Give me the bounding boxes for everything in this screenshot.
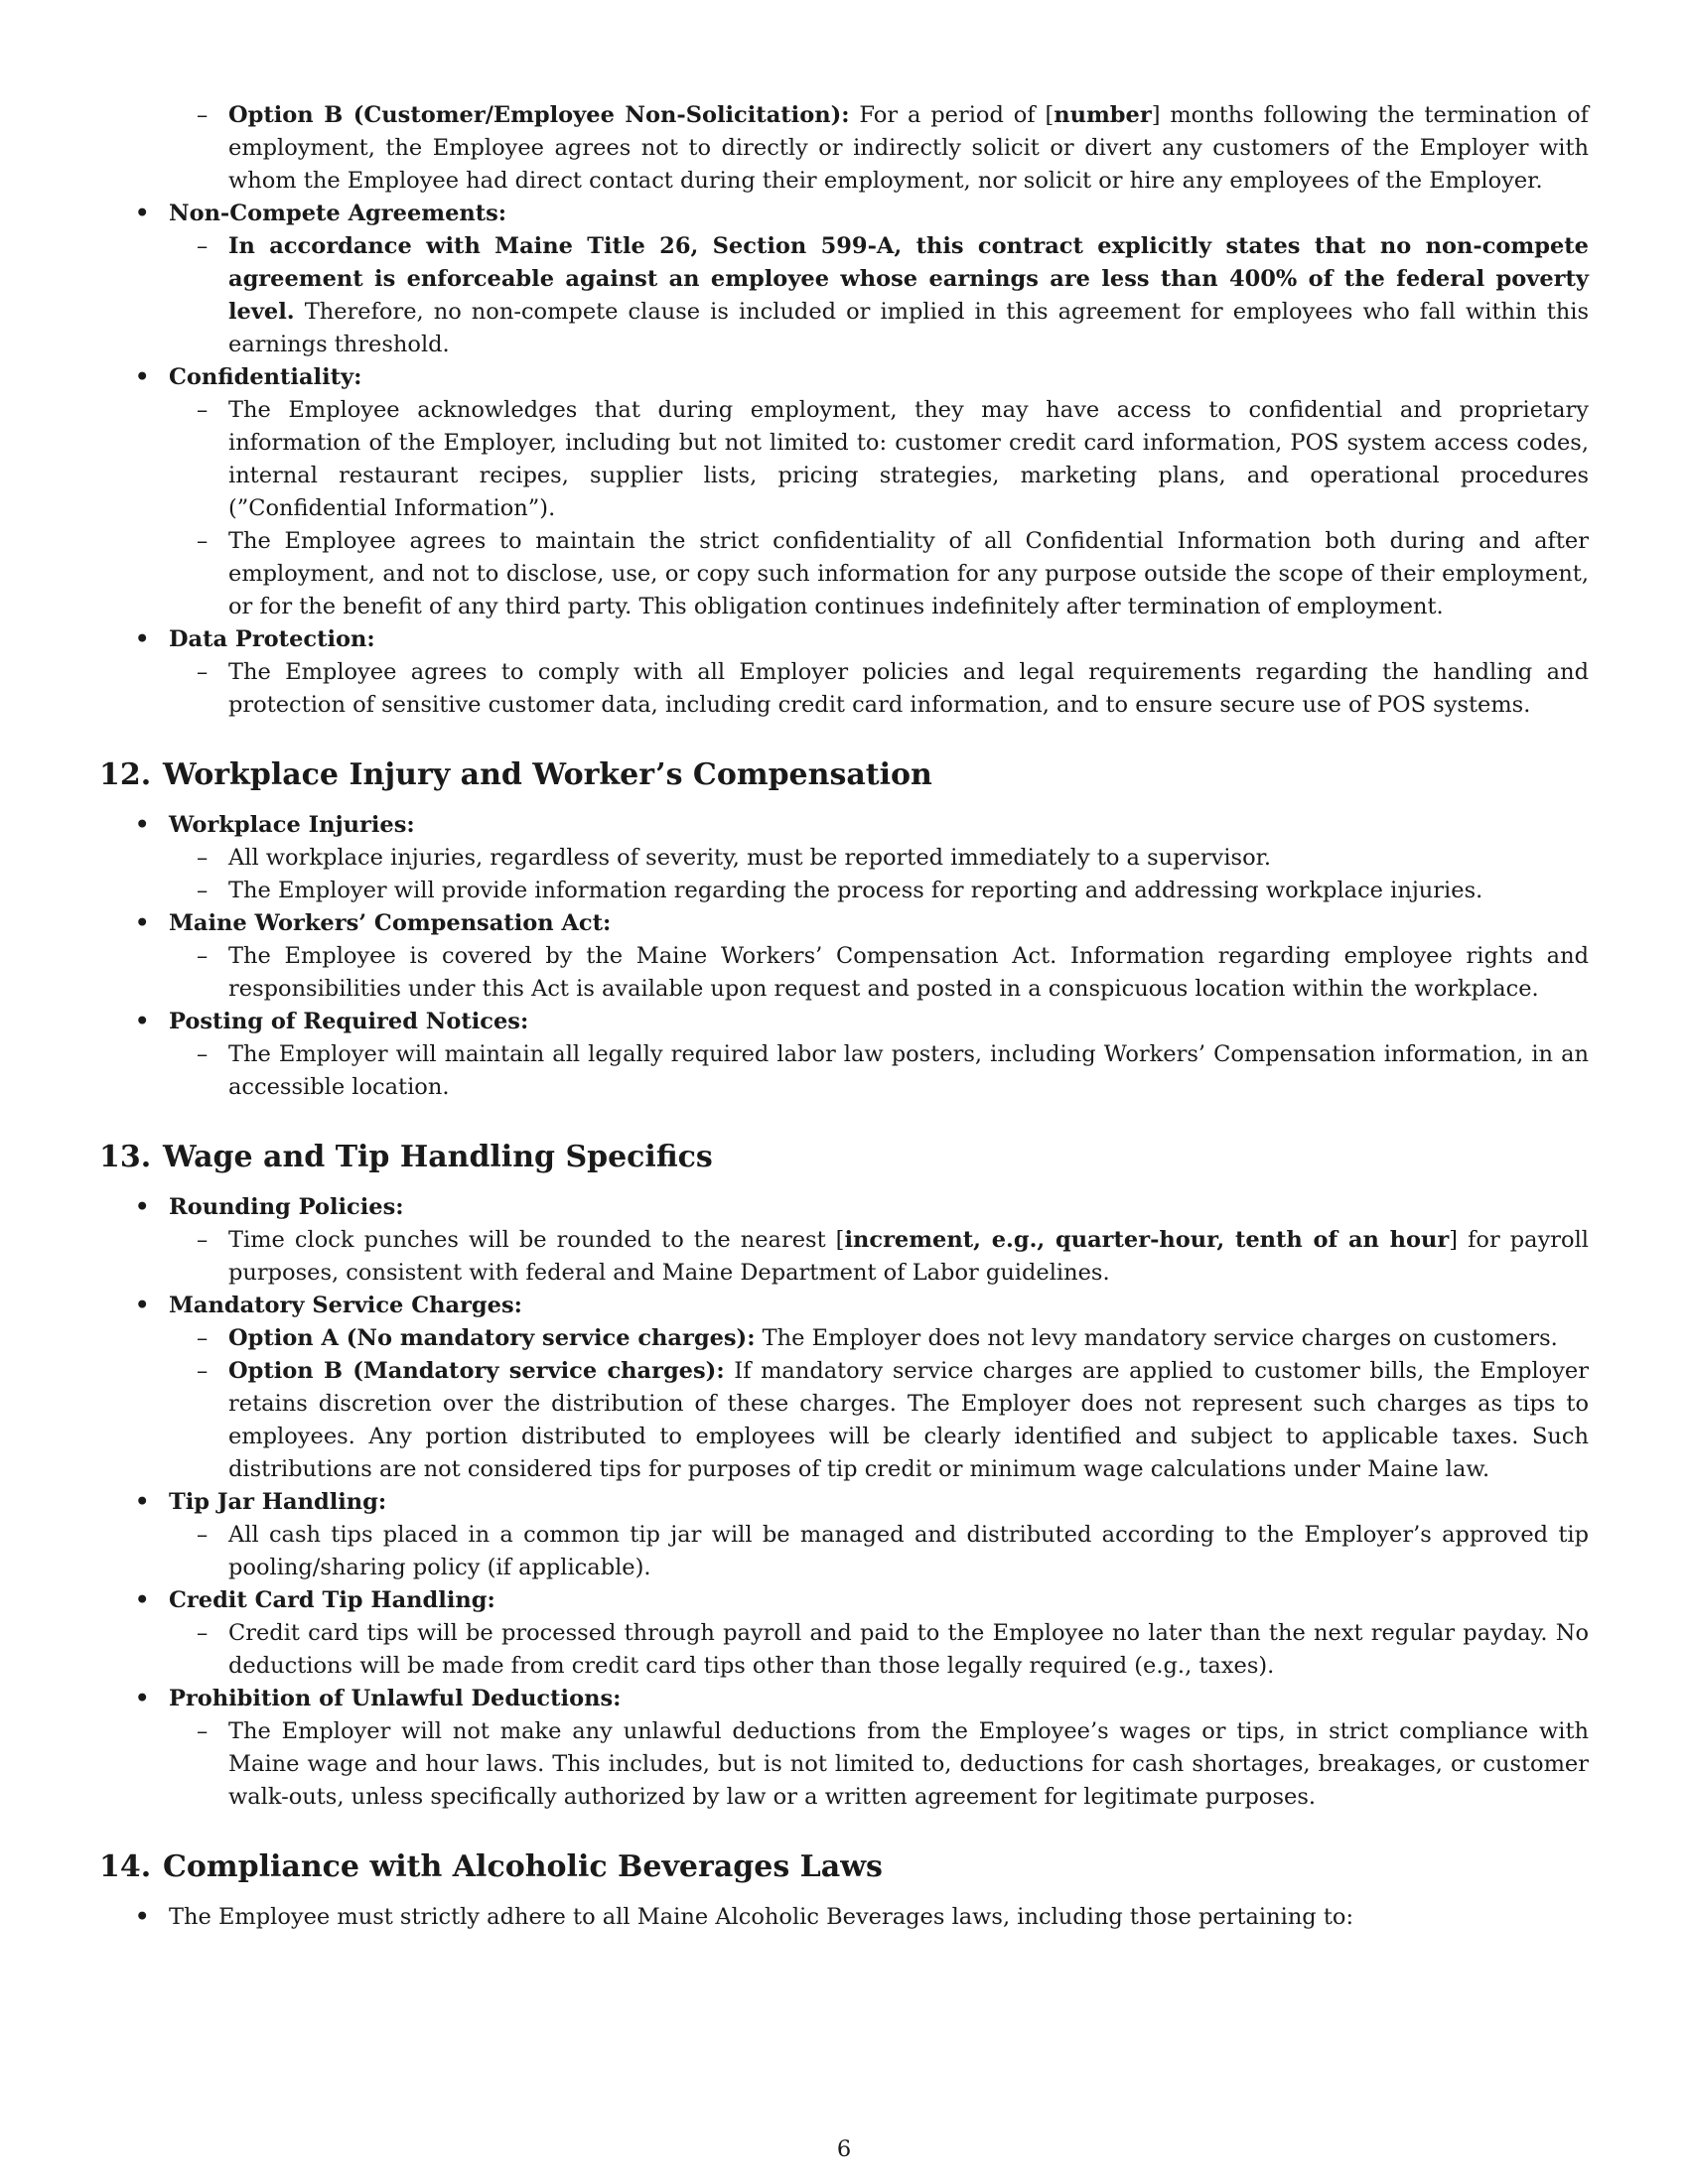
option-b-post: ] months following the termination of employment, the Employee agrees not to directly or indirectly solicit or divert any customers of the Employer with whom the Employee had direct contact during their employment, nor solicit or hire any employees of the Employer. [228, 102, 1589, 194]
rounding-post: ] for payroll purposes, consistent with federal and Maine Department of Labor guidelines. [228, 1227, 1589, 1286]
deductions-text: The Employer will not make any unlawful deductions from the Employee’s wages or tips, in strict compliance with Maine wage and hour laws. This includes, but is not limited to, deductions for cash shortages, breakages, or customer walk-outs, unless specifically authorized by law or a written agreement for legitimate purposes. [228, 1718, 1589, 1810]
data-protection-heading [99, 623, 1589, 656]
cctips-title: Credit Card Tip Handling: [169, 1587, 495, 1613]
injuries-item-2 [99, 875, 1589, 907]
dash-marker: – [197, 233, 209, 259]
rounding-heading [99, 1191, 1589, 1224]
tipjar-item [99, 1519, 1589, 1584]
alcohol-text: The Employee must strictly adhere to all Maine Alcoholic Beverages laws, including those pertaining to: [169, 1904, 1354, 1930]
section-title: Workplace Injury and Worker’s Compensation [163, 757, 932, 792]
confidentiality-text-2: The Employee agrees to maintain the strict confidentiality of all Confidential Information both during and after employment, and not to disclose, use, or copy such information for any purpose outside the scope of their employment, or for the benefit of any third party. This obligation continues indefinitely after termination of employment. [228, 528, 1589, 619]
confidentiality-item-1 [99, 394, 1589, 525]
dash-marker: – [197, 1041, 209, 1067]
data-protection-title: Data Protection: [169, 626, 375, 652]
bullet-marker: • [135, 1009, 150, 1034]
section-12-heading [99, 755, 1589, 795]
bullet-marker: • [135, 1587, 150, 1613]
act-title: Maine Workers’ Compensation Act: [169, 910, 612, 936]
injuries-item-1 [99, 842, 1589, 875]
alcohol-item [99, 1901, 1589, 1934]
option-b-non-solicitation [99, 99, 1589, 198]
rounding-title: Rounding Policies: [169, 1194, 404, 1220]
noncompete-bold: In accordance with Maine Title 26, Section 599-A, this contract explicitly states that no non-compete agreement is enforceable against an employee whose earnings are less than 400% of the federal poverty level. [228, 233, 1589, 325]
section-number: 13. [99, 1140, 152, 1174]
page-number: 6 [836, 2136, 852, 2162]
act-text: The Employee is covered by the Maine Workers’ Compensation Act. Information regarding employee rights and responsibilities under this Act is available upon request and posted in a conspicuous location within the workplace. [228, 943, 1589, 1002]
deductions-heading [99, 1683, 1589, 1715]
tipjar-title: Tip Jar Handling: [169, 1489, 387, 1515]
deductions-item [99, 1715, 1589, 1814]
posting-title: Posting of Required Notices: [169, 1009, 529, 1034]
dash-marker: – [197, 943, 209, 969]
dash-marker: – [197, 1325, 209, 1351]
injuries-heading [99, 809, 1589, 842]
dash-marker: – [197, 1522, 209, 1548]
dash-marker: – [197, 1358, 209, 1384]
data-protection-text: The Employee agrees to comply with all Employer policies and legal requirements regarding the handling and protection of sensitive customer data, including credit card information, and to ensure secure use of POS systems. [228, 659, 1589, 718]
dash-marker: – [197, 878, 209, 903]
bullet-marker: • [135, 1293, 150, 1318]
option-a-text: The Employer does not levy mandatory service charges on customers. [755, 1325, 1558, 1351]
bullet-marker: • [135, 910, 150, 936]
section-title: Compliance with Alcoholic Beverages Laws [163, 1849, 883, 1884]
confidentiality-item-2 [99, 525, 1589, 623]
noncompete-title: Non-Compete Agreements: [169, 201, 507, 226]
option-a-label: Option A (No mandatory service charges): [228, 1325, 756, 1351]
tipjar-heading [99, 1486, 1589, 1519]
dash-marker: – [197, 397, 209, 423]
section-14-heading [99, 1847, 1589, 1887]
page-content [99, 99, 1589, 1934]
deductions-title: Prohibition of Unlawful Deductions: [169, 1686, 622, 1711]
dash-marker: – [197, 845, 209, 871]
noncompete-heading [99, 198, 1589, 230]
option-b-label: Option B (Customer/Employee Non-Solicitation): [228, 102, 850, 128]
confidentiality-text-1: The Employee acknowledges that during employment, they may have access to confidential and proprietary information of the Employer, including but not limited to: customer credit card information, POS system access codes, internal restaurant recipes, supplier lists, pricing strategies, marketing plans, and operational procedures (”Confidential Information”). [228, 397, 1589, 521]
dash-marker: – [197, 659, 209, 685]
service-option-b [99, 1355, 1589, 1486]
act-heading [99, 907, 1589, 940]
dash-marker: – [197, 1718, 209, 1744]
rounding-placeholder: increment, e.g., quarter-hour, tenth of an hour [844, 1227, 1450, 1253]
noncompete-text [99, 230, 1589, 361]
cctips-item [99, 1617, 1589, 1683]
bullet-marker: • [135, 1904, 150, 1930]
service-title: Mandatory Service Charges: [169, 1293, 522, 1318]
section-title: Wage and Tip Handling Specifics [163, 1140, 713, 1174]
bullet-marker: • [135, 1194, 150, 1220]
posting-heading [99, 1006, 1589, 1038]
noncompete-rest: Therefore, no non-compete clause is included or implied in this agreement for employees who fall within this earnings threshold. [228, 299, 1589, 357]
injuries-text-1: All workplace injuries, regardless of severity, must be reported immediately to a supervisor. [228, 845, 1272, 871]
confidentiality-heading [99, 361, 1589, 394]
dash-marker: – [197, 1620, 209, 1646]
option-b-placeholder: number [1054, 102, 1152, 128]
cctips-heading [99, 1584, 1589, 1617]
cctips-text: Credit card tips will be processed through payroll and paid to the Employee no later than the next regular payday. No deductions will be made from credit card tips other than those legally required (e.g., taxes). [228, 1620, 1589, 1679]
posting-text: The Employer will maintain all legally required labor law posters, including Workers’ Compensation information, in an accessible location. [228, 1041, 1589, 1100]
option-b-pre: For a period of [ [849, 102, 1055, 128]
dash-marker: – [197, 102, 209, 128]
act-item [99, 940, 1589, 1006]
rounding-pre: Time clock punches will be rounded to the nearest [ [228, 1227, 845, 1253]
injuries-text-2: The Employer will provide information regarding the process for reporting and addressing workplace injuries. [228, 878, 1483, 903]
service-option-a [99, 1322, 1589, 1355]
dash-marker: – [197, 1227, 209, 1253]
data-protection-item [99, 656, 1589, 722]
rounding-item [99, 1224, 1589, 1290]
tipjar-text: All cash tips placed in a common tip jar will be managed and distributed according to the Employer’s approved tip pooling/sharing policy (if applicable). [228, 1522, 1589, 1580]
confidentiality-title: Confidentiality: [169, 364, 362, 390]
injuries-title: Workplace Injuries: [169, 812, 415, 838]
service-heading [99, 1290, 1589, 1322]
bullet-marker: • [135, 626, 150, 652]
option-b-service-text: If mandatory service charges are applied to customer bills, the Employer retains discretion over the distribution of these charges. The Employer does not represent such charges as tips to employees. Any portion distributed to employees will be clearly identified and subject to applicable taxes. Such distributions are not considered tips for purposes of tip credit or minimum wage calculations under Maine law. [228, 1358, 1590, 1482]
option-b-service-label: Option B (Mandatory service charges): [228, 1358, 725, 1384]
dash-marker: – [197, 528, 209, 554]
bullet-marker: • [135, 1686, 150, 1711]
bullet-marker: • [135, 364, 150, 390]
section-number: 14. [99, 1849, 152, 1884]
bullet-marker: • [135, 1489, 150, 1515]
section-number: 12. [99, 757, 152, 792]
posting-item [99, 1038, 1589, 1104]
bullet-marker: • [135, 201, 150, 226]
bullet-marker: • [135, 812, 150, 838]
section-13-heading [99, 1138, 1589, 1177]
